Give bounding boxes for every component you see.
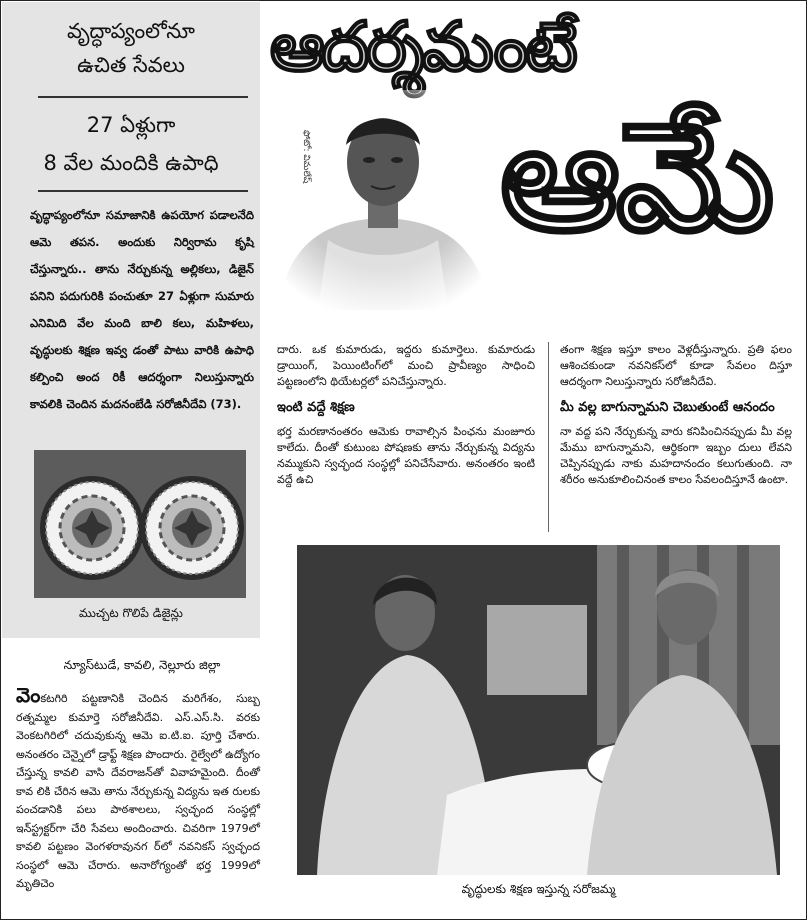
photo-byline: ఫోటో: విమలేష్ bbox=[301, 130, 311, 184]
doilies-photo-caption: ముచ్చట గొలిపే డిజైన్లు bbox=[79, 606, 183, 620]
article-dropcap: వెం bbox=[16, 683, 41, 707]
sidebar-divider bbox=[38, 190, 248, 192]
main-headline-line2: ఆమే bbox=[500, 91, 771, 265]
sidebar-subheadline-line2: 8 వేల మందికి ఉపాధి bbox=[43, 151, 219, 175]
sidebar-box bbox=[2, 2, 260, 638]
column2-subhead: మీ వల్ల బాగున్నామని చెబుతుంటే ఆనందం bbox=[560, 400, 775, 415]
sidebar-divider bbox=[38, 96, 248, 98]
doily-right bbox=[140, 476, 244, 580]
sidebar-headline bbox=[2, 14, 260, 82]
column2-paragraph2: నా వద్ద పని నేర్చుకున్న వారు కనిపించినప్పుడు మీ వల్ల మేము బాగున్నామని, ఆర్థికంగా ఇబ్బం దులు లేవని చెప్పినప్పుడు నాకు మహదానందం కలుగుతుంది. నా శరీరం అనుకూలించినంత కాలం సేవలందిస్తూనే ఉంటా. bbox=[560, 425, 792, 486]
sidebar-subheadline-line1: 27 ఏళ్లుగా bbox=[86, 113, 176, 137]
article-column-3 bbox=[16, 683, 260, 894]
article-dateline: న్యూస్‌టుడే, కావలి, నెల్లూరు జిల్లా bbox=[63, 658, 221, 672]
training-photo bbox=[297, 545, 780, 875]
column1-paragraph1: దారు. ఒక కుమారుడు, ఇద్దరు కుమార్తెలు. కుమారుడు డ్రాయింగ్, పెయింటింగ్‌లో మంచి ప్రావీణ్యం సాధించి పట్టణంలోని థియేటర్లలో పనిచేస్తున్నారు. bbox=[277, 343, 535, 388]
doily-left bbox=[40, 476, 144, 580]
article-body: కటగిరి పట్టణానికి చెందిన మరిగేశం, సుబ్బ రత్నమ్మల కుమార్తె సరోజినీదేవి. ఎస్.ఎస్.సి. వరకు వెంకటగిరిలో చదువుకున్న ఆమె ఐ.టి.ఐ. పూర్తి చేశారు. అనంతరం చెన్నైలో డ్రాఫ్ట్ శిక్షణ పొందారు. రైల్వేలో ఉద్యోగం చేస్తున్న కావలి వాసి దేవరాజన్‌తో వివాహమైంది. దీంతో కావ లికి చేరిన ఆమె తాను నేర్చుకున్న విద్యను ఇత రులకు పంచడానికి పలు పాఠశాలలు, స్వచ్ఛంద సంస్థల్లో ఇన్‌స్ట్రక్టర్‌గా చేరి సేవలు అందించారు. చివరిగా 1979లో కావలి పట్టణం వెంగళరావునగ ర్‌లో నవనికస్ స్వచ్ఛంద సంస్థలో ఆమె చేరారు. అనారోగ్యంతో భర్త 1999లో మృతిచెం bbox=[16, 692, 260, 890]
main-headline-line1: ఆదర్శమంటే bbox=[270, 8, 575, 87]
sidebar-subheadline bbox=[2, 106, 260, 182]
article-column-1 bbox=[277, 342, 535, 488]
column2-paragraph1: తంగా శిక్షణ ఇస్తూ కాలం వెళ్లదీస్తున్నారు. ప్రతి ఫలం ఆశించకుండా నవనికస్‌లో కూడా సేవలం దిస్తూ ఆదర్శంగా నిలుస్తున్నారు సరోజినీదేవి. bbox=[560, 343, 792, 388]
training-photo-caption: వృద్ధులకు శిక్షణ ఇస్తున్న సరోజమ్మ bbox=[461, 882, 616, 896]
article-column-2 bbox=[560, 342, 792, 488]
column1-subhead: ఇంటి వద్దే శిక్షణ bbox=[277, 400, 355, 415]
sidebar-intro-text: వృద్ధాప్యంలోనూ సమాజానికి ఉపయోగ పడాలనేది ఆమె తపన. అందుకు నిర్విరామ కృషి చేస్తున్నారు.. తాను నేర్చుకున్న అల్లికలు, డిజైన్ పనిని పదుగురికి పంచుతూ 27 ఏళ్లుగా సుమారు ఎనిమిది వేల మంది బాలి కలు, మహిళలు, వృద్ధులకు శిక్షణ ఇవ్వ డంతో పాటు వారికి ఉపాధి కల్పించి అంద రికీ ఆదర్శంగా నిలుస్తున్నారు కావలికి చెందిన మదనంబేడి సరోజినీదేవి (73). bbox=[30, 208, 254, 411]
sidebar-headline-line2: ఉచిత సేవలు bbox=[77, 53, 185, 77]
column-rule bbox=[548, 342, 549, 532]
portrait-photo bbox=[268, 90, 498, 310]
doilies-photo bbox=[34, 450, 246, 598]
sidebar-headline-line1: వృద్ధాప్యంలోనూ bbox=[67, 19, 195, 43]
column1-paragraph2: భర్త మరణానంతరం ఆమెకు రావాల్సిన పింఛను మంజూరు కాలేదు. దీంతో కుటుంబ పోషణకు తాను నేర్చుకున్న విద్యను నమ్ముకుని స్వచ్ఛంద సంస్థల్లో పనిచేసేవారు. అనంతరం ఇంటి వద్దే ఉచి bbox=[277, 425, 535, 486]
